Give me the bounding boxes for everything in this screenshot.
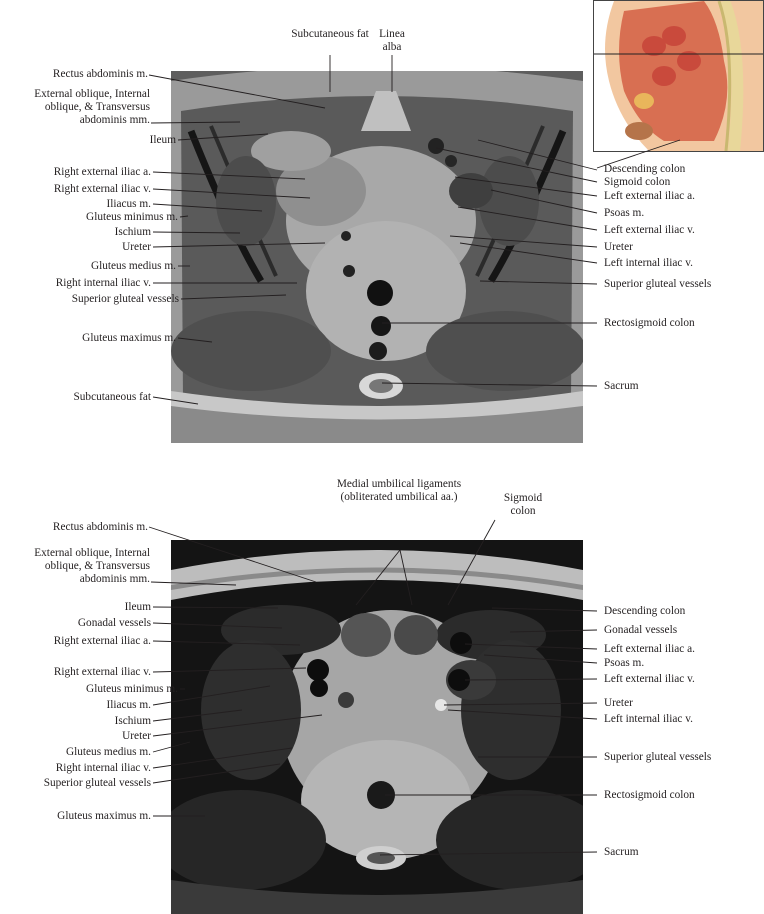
bottom-label-right-internal-iliac-v: Right internal iliac v. (55, 762, 151, 774)
sagittal-inset (593, 0, 764, 152)
bottom-label-sigmoid-colon-header: Sigmoid colon (503, 492, 543, 517)
bottom-label-left-internal-iliac-v: Left internal iliac v. (604, 713, 693, 725)
bottom-label-descending-colon: Descending colon (604, 605, 686, 617)
bottom-label-psoas: Psoas m. (604, 657, 645, 669)
bottom-label-right-external-iliac-v: Right external iliac v. (53, 666, 151, 678)
top-label-left-internal-iliac-v: Left internal iliac v. (604, 257, 693, 269)
bottom-label-superior-gluteal-vessels-right: Superior gluteal vessels (604, 751, 712, 763)
bottom-label-ileum: Ileum (124, 601, 151, 613)
bottom-label-iliacus: Iliacus m. (106, 699, 151, 711)
top-label-psoas: Psoas m. (604, 207, 645, 219)
top-label-iliacus: Iliacus m. (106, 198, 151, 210)
mri-axial-t2 (171, 540, 583, 914)
top-label-left-external-iliac-a: Left external iliac a. (604, 190, 695, 202)
mri-bottom-image (171, 540, 583, 914)
top-label-right-internal-iliac-v: Right internal iliac v. (55, 277, 151, 289)
top-label-ischium: Ischium (114, 226, 151, 238)
bottom-label-ureter: Ureter (122, 730, 151, 742)
top-label-descending-colon: Descending colon (604, 163, 686, 175)
bottom-label-left-external-iliac-v: Left external iliac v. (604, 673, 695, 685)
top-label-obliques: External oblique, Internal oblique, & Transversus abdominis mm. (34, 88, 150, 126)
top-label-superior-gluteal-vessels-right: Superior gluteal vessels (604, 278, 712, 290)
top-label-gluteus-minimus: Gluteus minimus m. (86, 211, 178, 223)
top-label-right-external-iliac-v: Right external iliac v. (53, 183, 151, 195)
top-label-gluteus-medius: Gluteus medius m. (90, 260, 176, 272)
bottom-label-gluteus-medius: Gluteus medius m. (65, 746, 151, 758)
bottom-label-gluteus-maximus: Gluteus maximus m. (57, 810, 151, 822)
top-label-rectus-abdominis: Rectus abdominis m. (52, 68, 148, 80)
bottom-label-ischium: Ischium (114, 715, 151, 727)
top-label-gluteus-maximus: Gluteus maximus m. (82, 332, 176, 344)
sagittal-illustration (594, 1, 763, 151)
top-label-ureter: Ureter (122, 241, 151, 253)
bottom-label-gonadal-vessels: Gonadal vessels (77, 617, 151, 629)
top-label-right-external-iliac-a: Right external iliac a. (53, 166, 151, 178)
bottom-label-left-external-iliac-a: Left external iliac a. (604, 643, 695, 655)
bottom-label-rectus-abdominis: Rectus abdominis m. (52, 521, 148, 533)
top-label-linea-alba: Linea alba (379, 28, 405, 53)
bottom-label-gonadal-vessels-right: Gonadal vessels (604, 624, 678, 636)
bottom-label-superior-gluteal-vessels: Superior gluteal vessels (43, 777, 151, 789)
bottom-label-rectosigmoid-colon: Rectosigmoid colon (604, 789, 695, 801)
mri-top-image (171, 71, 583, 443)
top-label-rectosigmoid-colon: Rectosigmoid colon (604, 317, 695, 329)
top-label-subcutaneous-fat-header: Subcutaneous fat (291, 28, 369, 40)
bottom-label-sacrum: Sacrum (604, 846, 639, 858)
bottom-label-gluteus-minimus: Gluteus minimus m. (86, 683, 178, 695)
bottom-label-obliques: External oblique, Internal oblique, & Transversus abdominis mm. (34, 547, 150, 585)
top-label-left-external-iliac-v: Left external iliac v. (604, 224, 695, 236)
top-label-sigmoid-colon: Sigmoid colon (604, 176, 671, 188)
mri-axial-t1 (171, 71, 583, 443)
bottom-label-medial-umbilical-ligaments: Medial umbilical ligaments (obliterated umbilical aa.) (336, 478, 462, 503)
top-label-sacrum: Sacrum (604, 380, 639, 392)
top-label-ureter-right: Ureter (604, 241, 633, 253)
top-label-superior-gluteal-vessels: Superior gluteal vessels (71, 293, 179, 305)
top-label-subcutaneous-fat: Subcutaneous fat (73, 391, 151, 403)
bottom-label-right-external-iliac-a: Right external iliac a. (53, 635, 151, 647)
bottom-label-ureter-right: Ureter (604, 697, 633, 709)
top-label-ileum: Ileum (149, 134, 176, 146)
